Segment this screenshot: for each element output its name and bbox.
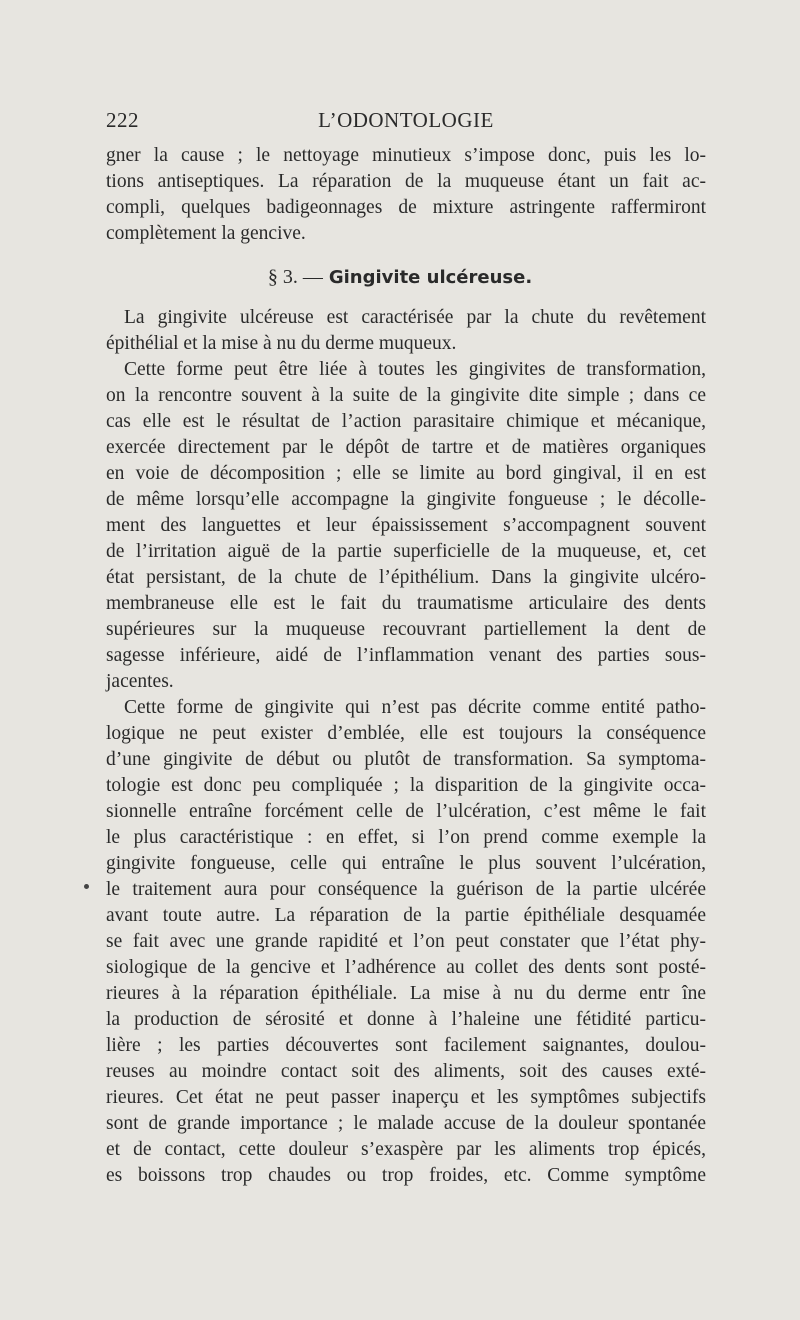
text-line: siologique de la gencive et l’adhérence au collet des dents sont posté- xyxy=(106,957,706,978)
text-line: épithélial et la mise à nu du derme muqueux. xyxy=(106,333,457,354)
text-line: cas elle est le résultat de l’action parasitaire chimique et mécanique, xyxy=(106,411,706,432)
text-line: membraneuse elle est le fait du traumatisme articulaire des dents xyxy=(106,593,706,614)
section-heading xyxy=(0,264,800,291)
text-line: gingivite fongueuse, celle qui entraîne le plus souvent l’ulcération, xyxy=(106,853,706,874)
page-header xyxy=(106,108,706,136)
text-line: Cette forme de gingivite qui n’est pas décrite comme entité patho- xyxy=(124,697,706,718)
text-line: compli, quelques badigeonnages de mixture astringente raffermiront xyxy=(106,197,706,218)
text-line: es boissons trop chaudes ou trop froides, etc. Comme symptôme xyxy=(106,1165,706,1186)
text-line: supérieures sur la muqueuse recouvrant partiellement la dent de xyxy=(106,619,706,640)
page-number: 222 xyxy=(106,108,139,132)
margin-speck xyxy=(84,884,89,889)
text-line: rieures à la réparation épithéliale. La mise à nu du derme entr îne xyxy=(106,983,706,1004)
text-line: Cette forme peut être liée à toutes les gingivites de transformation, xyxy=(124,359,706,380)
text-line: exercée directement par le dépôt de tartre et de matières organiques xyxy=(106,437,706,458)
text-line: d’une gingivite de début ou plutôt de transformation. Sa symptoma- xyxy=(106,749,706,770)
text-line: jacentes. xyxy=(106,671,174,692)
text-line: état persistant, de la chute de l’épithélium. Dans la gingivite ulcéro- xyxy=(106,567,706,588)
text-line: sionnelle entraîne forcément celle de l’ulcération, c’est même le fait xyxy=(106,801,706,822)
text-line: le plus caractéristique : en effet, si l’on prend comme exemple la xyxy=(106,827,706,848)
text-line: et de contact, cette douleur s’exaspère par les aliments trop épicés, xyxy=(106,1139,706,1160)
text-line: on la rencontre souvent à la suite de la gingivite dite simple ; dans ce xyxy=(106,385,706,406)
text-line: sagesse inférieure, aidé de l’inflammation venant des parties sous- xyxy=(106,645,706,666)
text-line: rieures. Cet état ne peut passer inaperçu et les symptômes subjectifs xyxy=(106,1087,706,1108)
text-line: lière ; les parties découvertes sont facilement saignantes, doulou- xyxy=(106,1035,706,1056)
text-line: se fait avec une grande rapidité et l’on peut constater que l’état phy- xyxy=(106,931,706,952)
text-line: tologie est donc peu compliquée ; la disparition de la gingivite occa- xyxy=(106,775,706,796)
text-line: logique ne peut exister d’emblée, elle est toujours la conséquence xyxy=(106,723,706,744)
text-line: de même lorsqu’elle accompagne la gingivite fongueuse ; le décolle- xyxy=(106,489,706,510)
text-line: le traitement aura pour conséquence la guérison de la partie ulcérée xyxy=(106,879,706,900)
text-line: de l’irritation aiguë de la partie superficielle de la muqueuse, et, cet xyxy=(106,541,706,562)
text-line: sont de grande importance ; le malade accuse de la douleur spontanée xyxy=(106,1113,706,1134)
text-line: reuses au moindre contact soit des aliments, soit des causes exté- xyxy=(106,1061,706,1082)
text-line: complètement la gencive. xyxy=(106,223,306,244)
text-line: avant toute autre. La réparation de la partie épithéliale desquamée xyxy=(106,905,706,926)
section-mark: § 3. — xyxy=(267,266,323,288)
text-line: gner la cause ; le nettoyage minutieux s’impose donc, puis les lo- xyxy=(106,145,706,166)
text-line: La gingivite ulcéreuse est caractérisée par la chute du revêtement xyxy=(124,307,706,328)
text-line: ment des languettes et leur épaississement s’accompagnent souvent xyxy=(106,515,706,536)
text-line: en voie de décomposition ; elle se limite au bord gingival, il en est xyxy=(106,463,706,484)
text-line: la production de sérosité et donne à l’haleine une fétidité particu- xyxy=(106,1009,706,1030)
text-line: tions antiseptiques. La réparation de la muqueuse étant un fait ac- xyxy=(106,171,706,192)
running-title: L’ODONTOLOGIE xyxy=(318,108,494,132)
section-title: Gingivite ulcéreuse. xyxy=(328,267,533,288)
